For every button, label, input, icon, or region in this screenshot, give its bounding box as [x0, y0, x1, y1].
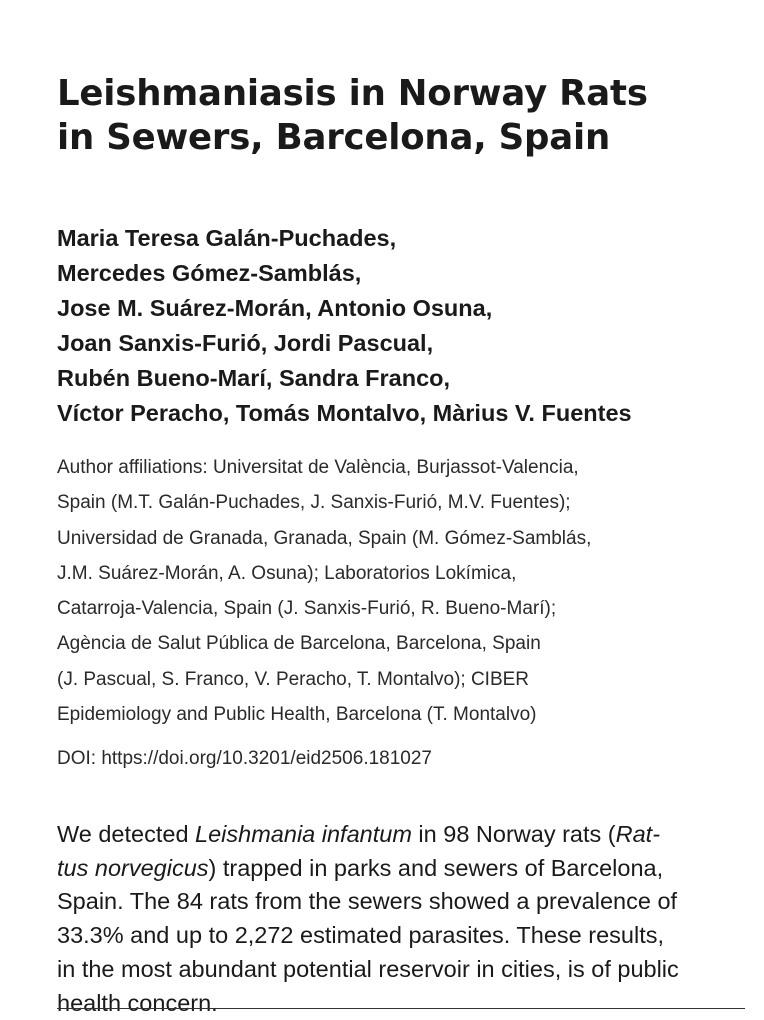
- abstract: [57, 818, 747, 1020]
- affiliation-line: Author affiliations: Universitat de València, Burjassot-Valencia,: [57, 457, 579, 478]
- species-name: tus norvegicus: [57, 854, 209, 881]
- abstract-text: in 98 Norway rats (: [411, 821, 616, 847]
- title-line: Leishmaniasis in Norway Rats: [57, 73, 648, 114]
- affiliation-line: J.M. Suárez-Morán, A. Osuna); Laboratorios Lokímica,: [57, 562, 517, 584]
- abstract-line: 33.3% and up to 2,272 estimated parasites. These results,: [57, 922, 665, 949]
- affiliation-line: Universidad de Granada, Granada, Spain (M. Gómez-Samblás,: [57, 527, 592, 549]
- author-line: Mercedes Gómez-Samblás,: [57, 260, 362, 286]
- abstract-text: We detected: [57, 821, 196, 847]
- author-line: Maria Teresa Galán-Puchades,: [57, 225, 397, 251]
- article-title: [57, 72, 757, 160]
- author-line: Rubén Bueno-Marí, Sandra Franco,: [57, 365, 451, 391]
- abstract-text: ) trapped in parks and sewers of Barcelona,: [208, 854, 664, 881]
- affiliation-line: Spain (M.T. Galán-Puchades, J. Sanxis-Furió, M.V. Fuentes);: [57, 492, 571, 514]
- author-list: [57, 221, 757, 431]
- abstract-line: Spain. The 84 rats from the sewers showed a prevalence of: [57, 888, 678, 915]
- abstract-divider: [57, 1008, 745, 1009]
- author-line: Jose M. Suárez-Morán, Antonio Osuna,: [57, 295, 493, 321]
- species-name: Leishmania infantum: [195, 821, 412, 847]
- doi-link[interactable]: DOI: https://doi.org/10.3201/eid2506.181027: [57, 748, 432, 769]
- abstract-line: in the most abundant potential reservoir in cities, is of public: [57, 955, 679, 982]
- affiliation-line: Catarroja-Valencia, Spain (J. Sanxis-Furió, R. Bueno-Marí);: [57, 598, 557, 620]
- abstract-line: [57, 818, 747, 852]
- affiliation-line: Agència de Salut Pública de Barcelona, Barcelona, Spain: [57, 633, 541, 655]
- abstract-line: [57, 852, 747, 886]
- author-line: Víctor Peracho, Tomás Montalvo, Màrius V. Fuentes: [57, 400, 632, 426]
- author-affiliations: [57, 450, 757, 732]
- affiliation-line: (J. Pascual, S. Franco, V. Peracho, T. Montalvo); CIBER: [57, 668, 530, 690]
- affiliation-line: Epidemiology and Public Health, Barcelona (T. Montalvo): [57, 704, 537, 726]
- title-line: in Sewers, Barcelona, Spain: [57, 117, 611, 158]
- abstract-line: health concern.: [57, 989, 218, 1016]
- species-name: Rat-: [615, 821, 661, 847]
- author-line: Joan Sanxis-Furió, Jordi Pascual,: [57, 330, 434, 356]
